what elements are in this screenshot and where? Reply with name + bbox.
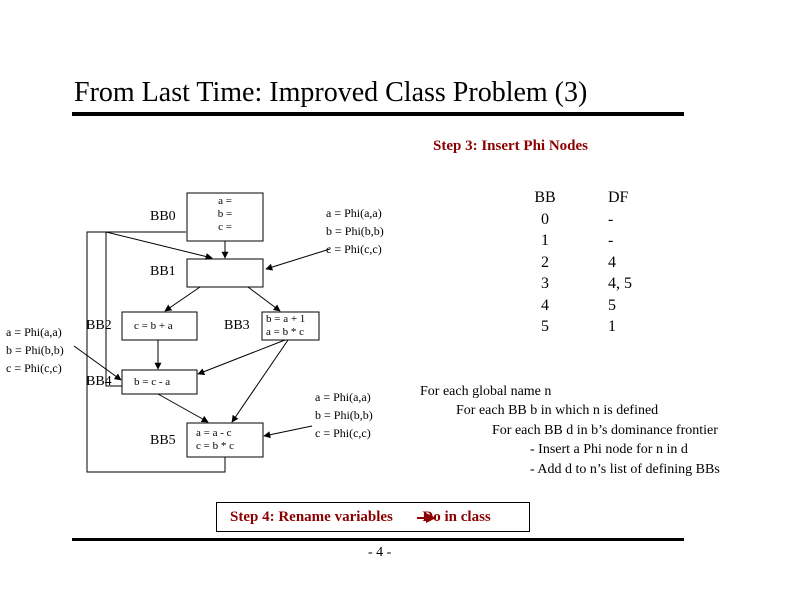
bottom-rule	[72, 538, 684, 541]
phi-group-bb5	[315, 388, 373, 442]
df-table-cell: 4	[608, 253, 616, 271]
step4-prefix: Step 4: Rename variables	[230, 509, 397, 525]
phi-line: c = Phi(c,c)	[326, 242, 382, 256]
bb3-line: b = a + 1	[266, 313, 306, 325]
bb3-code	[266, 313, 305, 339]
algorithm-line-1: For each global name n	[420, 384, 552, 399]
algorithm-line-4: - Insert a Phi node for n in d	[530, 442, 688, 457]
bb5-line: c = b * c	[196, 440, 234, 452]
bb5-label: BB5	[150, 433, 176, 448]
df-table-cell: -	[608, 232, 614, 249]
phi-arrow-bb1	[266, 249, 330, 269]
edge-to-bb1	[106, 232, 212, 258]
page-number: - 4 -	[368, 545, 392, 560]
phi-line: c = Phi(c,c)	[6, 361, 62, 375]
df-table-cell: 0	[541, 210, 549, 228]
df-table-cell: 2	[541, 253, 549, 271]
edge-bb1-bb2	[165, 287, 200, 311]
df-table-cell: 3	[541, 275, 549, 292]
df-table-cell: 4	[541, 296, 549, 314]
df-table-cell: -	[608, 210, 614, 228]
edge-bb4-bb1-backedge	[106, 232, 186, 386]
bb0-line: a =	[218, 195, 232, 207]
phi-line: b = Phi(b,b)	[315, 408, 373, 422]
bb5-line: a = a - c	[196, 427, 232, 439]
df-table-cell: 5	[608, 296, 616, 314]
algorithm-line-3: For each BB d in b’s dominance frontier	[492, 423, 718, 438]
step3-heading: Step 3: Insert Phi Nodes	[433, 138, 589, 154]
df-table-cell: 4, 5	[608, 275, 632, 292]
algorithm-line-5: - Add d to n’s list of defining BBs	[530, 462, 720, 477]
phi-line: a = Phi(a,a)	[6, 325, 62, 339]
df-table-cell: 1	[608, 318, 616, 335]
step4-heading	[230, 509, 491, 526]
slide-title: From Last Time: Improved Class Problem (3)	[74, 77, 588, 108]
phi-line: b = Phi(b,b)	[326, 224, 384, 238]
bb0-code	[187, 195, 263, 234]
bb0-line: b =	[217, 208, 233, 220]
phi-line: c = Phi(c,c)	[315, 426, 371, 440]
df-table-cell: 1	[541, 232, 549, 249]
df-table-header: BB	[534, 189, 556, 206]
phi-line: a = Phi(a,a)	[315, 390, 371, 404]
bb3-line: a = b * c	[266, 326, 304, 338]
phi-line: a = Phi(a,a)	[326, 206, 382, 220]
algorithm-line-2: For each BB b in which n is defined	[456, 403, 659, 418]
bb1-box	[187, 259, 263, 287]
bb2-code: c = b + a	[134, 320, 173, 332]
edge-bb4-bb5	[158, 394, 208, 422]
edge-bb3-bb4	[198, 340, 285, 374]
phi-line: b = Phi(b,b)	[6, 343, 64, 357]
bb0-line: c =	[218, 221, 232, 233]
bb4-code: b = c - a	[134, 376, 171, 388]
df-table-header: DF	[608, 189, 629, 206]
phi-arrow-bb5	[264, 426, 312, 436]
bb2-label: BB2	[86, 318, 112, 333]
bb5-code	[196, 427, 234, 453]
step4-suffix: Do in class	[418, 509, 491, 525]
bb3-label: BB3	[224, 318, 250, 333]
edge-bb3-bb5	[232, 340, 288, 422]
df-table-bb-column	[525, 187, 565, 338]
bb4-label: BB4	[86, 374, 112, 389]
phi-group-bb4	[6, 323, 64, 377]
phi-group-bb1	[326, 204, 384, 258]
bb1-label: BB1	[150, 264, 176, 279]
bb0-label: BB0	[150, 209, 176, 224]
df-table-cell: 5	[541, 318, 549, 335]
edge-bb1-bb3	[248, 287, 280, 311]
df-table-df-column	[608, 187, 632, 338]
